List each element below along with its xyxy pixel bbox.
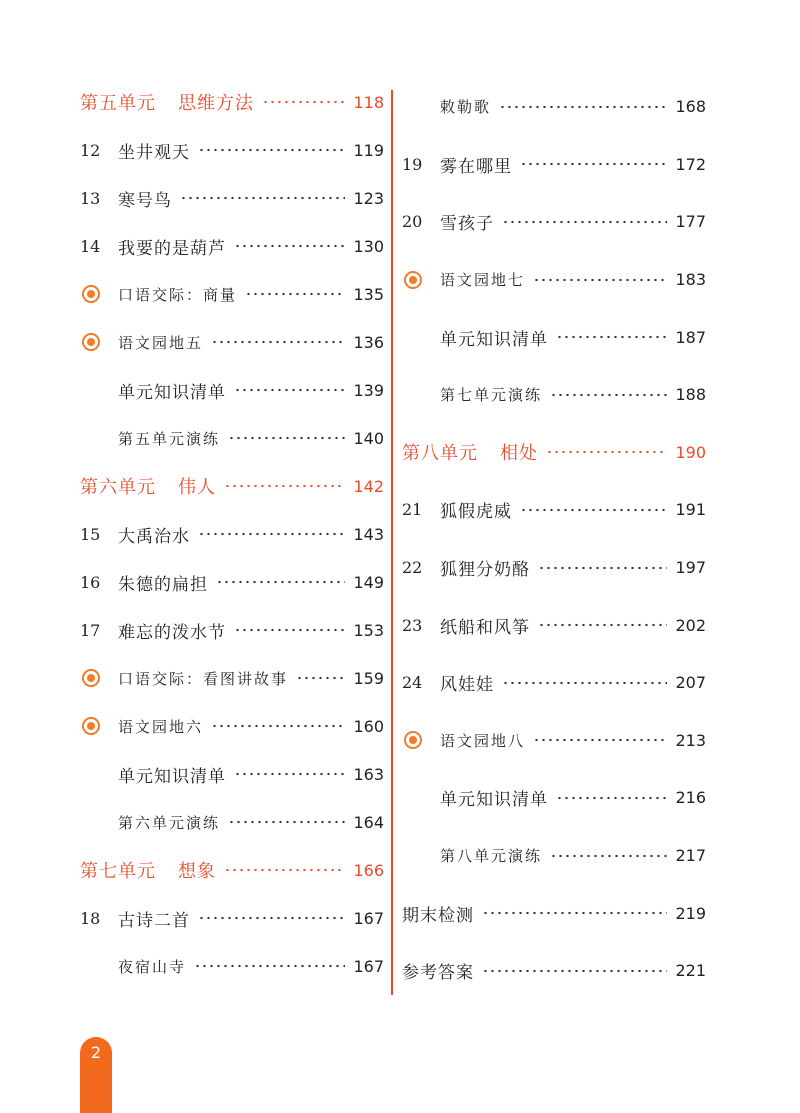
toc-entry[interactable] (80, 174, 384, 222)
toc-entry[interactable] (402, 827, 706, 885)
entry-page-number: 139 (353, 380, 384, 400)
entry-title: 第五单元演练 (118, 429, 221, 448)
entry-page-number: 188 (675, 385, 706, 405)
entry-title: 古诗二首 (118, 910, 190, 931)
toc-entry[interactable] (402, 193, 706, 251)
entry-title: 单元知识清单 (118, 382, 226, 403)
toc-entry[interactable] (80, 606, 384, 654)
bullseye-icon (402, 730, 440, 750)
toc-entry[interactable] (402, 481, 706, 539)
toc-entry[interactable] (80, 270, 384, 318)
entry-title: 第六单元 (80, 477, 156, 498)
bullseye-icon (80, 668, 118, 688)
entry-title: 参考答案 (402, 963, 474, 984)
lesson-number: 16 (80, 572, 101, 592)
bullseye-icon (402, 270, 440, 290)
toc-entry[interactable] (402, 596, 706, 654)
dot-leader (228, 820, 345, 824)
entry-title: 坐井观天 (118, 142, 190, 163)
toc-entry[interactable] (402, 769, 706, 827)
entry-title: 单元知识清单 (440, 790, 548, 811)
toc-entry[interactable] (80, 654, 384, 702)
entry-title: 单元知识清单 (440, 329, 548, 350)
entry-page-number: 130 (353, 236, 384, 256)
entry-title: 敕勒歌 (440, 98, 492, 117)
entry-page-number: 153 (353, 620, 384, 640)
entry-title: 我要的是葫芦 (118, 238, 226, 259)
toc-unit-heading[interactable] (80, 78, 384, 126)
toc-entry[interactable] (80, 510, 384, 558)
dot-leader (502, 681, 667, 685)
entry-page-number: 142 (353, 476, 384, 496)
entry-title: 语文园地七 (440, 271, 526, 290)
bullseye-ring (82, 333, 100, 351)
entry-title: 狐狸分奶酪 (440, 560, 530, 581)
lesson-number: 14 (80, 236, 101, 256)
dot-leader (550, 393, 667, 397)
entry-title: 第七单元演练 (440, 386, 543, 405)
entry-title: 雪孩子 (440, 214, 494, 235)
lesson-number: 13 (80, 188, 101, 208)
dot-leader (550, 854, 667, 858)
bullseye-ring (82, 285, 100, 303)
entry-page-number: 167 (353, 908, 384, 928)
toc-entry[interactable] (402, 712, 706, 770)
unit-theme: 相处 (500, 443, 538, 465)
toc-entry[interactable] (80, 750, 384, 798)
lesson-number: 21 (402, 500, 423, 520)
entry-page-number: 207 (675, 673, 706, 693)
toc-entry[interactable] (80, 318, 384, 366)
entry-title: 语文园地六 (118, 717, 204, 736)
dot-leader (556, 796, 667, 800)
entry-title: 朱德的扁担 (118, 574, 208, 595)
entry-title: 单元知识清单 (118, 766, 226, 787)
toc-left-column (80, 78, 384, 990)
entry-page-number: 221 (675, 961, 706, 981)
unit-theme: 想象 (178, 861, 216, 882)
dot-leader (499, 105, 667, 109)
toc-entry[interactable] (402, 884, 706, 942)
dot-leader (198, 532, 345, 536)
entry-title: 语文园地八 (440, 731, 526, 750)
page-number-badge: 2 (80, 1037, 112, 1113)
entry-title: 第五单元 (80, 93, 156, 114)
dot-leader (296, 676, 345, 680)
entry-page-number: 177 (675, 212, 706, 232)
entry-page-number: 187 (675, 327, 706, 347)
entry-title: 第八单元 (402, 443, 478, 465)
toc-entry[interactable] (402, 539, 706, 597)
column-divider (391, 90, 393, 995)
toc-entry[interactable] (80, 894, 384, 942)
toc-entry[interactable] (80, 222, 384, 270)
entry-title: 夜宿山寺 (118, 957, 187, 976)
bullseye-ring (404, 731, 422, 749)
dot-leader (234, 628, 345, 632)
toc-entry[interactable] (80, 126, 384, 174)
entry-title: 口语交际：看图讲故事 (118, 669, 289, 688)
lesson-number: 19 (402, 154, 423, 174)
dot-leader (234, 772, 345, 776)
dot-leader (198, 148, 345, 152)
dot-leader (556, 335, 667, 339)
entry-page-number: 118 (353, 92, 384, 112)
entry-page-number: 160 (353, 716, 384, 736)
entry-page-number: 167 (353, 956, 384, 976)
entry-title: 纸船和风筝 (440, 617, 530, 638)
dot-leader (538, 566, 667, 570)
entry-title: 口语交际：商量 (118, 285, 238, 304)
entry-page-number: 202 (675, 615, 706, 635)
dot-leader (224, 868, 345, 872)
entry-title: 语文园地五 (118, 333, 204, 352)
dot-leader (194, 964, 345, 968)
entry-title: 狐假虎威 (440, 502, 512, 523)
entry-page-number: 119 (353, 140, 384, 160)
dot-leader (224, 484, 345, 488)
dot-leader (533, 738, 667, 742)
unit-theme: 伟人 (178, 477, 216, 498)
toc-right-column (402, 78, 706, 1000)
entry-page-number: 217 (675, 846, 706, 866)
entry-title: 难忘的泼水节 (118, 622, 226, 643)
lesson-number: 22 (402, 558, 423, 578)
dot-leader (216, 580, 345, 584)
toc-entry[interactable] (402, 136, 706, 194)
dot-leader (546, 450, 667, 454)
entry-title: 大禹治水 (118, 526, 190, 547)
entry-title: 第八单元演练 (440, 847, 543, 866)
entry-page-number: 168 (675, 97, 706, 117)
dot-leader (211, 340, 345, 344)
lesson-number: 24 (402, 673, 423, 693)
bullseye-ring (82, 717, 100, 735)
entry-page-number: 163 (353, 764, 384, 784)
toc-entry[interactable] (80, 414, 384, 462)
toc-entry[interactable] (80, 558, 384, 606)
entry-title: 寒号鸟 (118, 190, 172, 211)
entry-page-number: 136 (353, 332, 384, 352)
dot-leader (482, 969, 667, 973)
entry-page-number: 159 (353, 668, 384, 688)
toc-entry[interactable] (402, 251, 706, 309)
entry-page-number: 149 (353, 572, 384, 592)
dot-leader (211, 724, 345, 728)
entry-page-number: 191 (675, 500, 706, 520)
dot-leader (482, 911, 667, 915)
toc-entry[interactable] (80, 798, 384, 846)
entry-page-number: 190 (675, 442, 706, 462)
dot-leader (520, 508, 667, 512)
toc-unit-heading[interactable] (402, 424, 706, 482)
entry-title: 第六单元演练 (118, 813, 221, 832)
entry-page-number: 123 (353, 188, 384, 208)
dot-leader (245, 292, 345, 296)
toc-entry[interactable] (402, 78, 706, 136)
entry-page-number: 135 (353, 284, 384, 304)
entry-title: 雾在哪里 (440, 156, 512, 177)
lesson-number: 12 (80, 140, 101, 160)
dot-leader (228, 436, 345, 440)
entry-title: 第七单元 (80, 861, 156, 882)
entry-page-number: 219 (675, 903, 706, 923)
toc-entry[interactable] (80, 942, 384, 990)
entry-title: 期末检测 (402, 905, 474, 926)
toc-unit-heading[interactable] (80, 462, 384, 510)
entry-page-number: 164 (353, 812, 384, 832)
entry-page-number: 140 (353, 428, 384, 448)
dot-leader (234, 244, 345, 248)
dot-leader (538, 623, 667, 627)
dot-leader (520, 162, 667, 166)
entry-page-number: 213 (675, 730, 706, 750)
bullseye-ring (404, 271, 422, 289)
dot-leader (234, 388, 345, 392)
lesson-number: 23 (402, 615, 423, 635)
dot-leader (262, 100, 345, 104)
entry-title: 风娃娃 (440, 675, 494, 696)
entry-page-number: 197 (675, 558, 706, 578)
toc-entry[interactable] (402, 308, 706, 366)
entry-page-number: 166 (353, 860, 384, 880)
lesson-number: 15 (80, 524, 101, 544)
bullseye-icon (80, 284, 118, 304)
dot-leader (533, 278, 667, 282)
bullseye-ring (82, 669, 100, 687)
toc-unit-heading[interactable] (80, 846, 384, 894)
lesson-number: 18 (80, 908, 101, 928)
toc-entry[interactable] (80, 366, 384, 414)
unit-theme: 思维方法 (178, 93, 254, 114)
dot-leader (502, 220, 667, 224)
entry-page-number: 143 (353, 524, 384, 544)
dot-leader (180, 196, 345, 200)
dot-leader (198, 916, 345, 920)
entry-page-number: 183 (675, 270, 706, 290)
toc-entry[interactable] (402, 654, 706, 712)
entry-page-number: 172 (675, 154, 706, 174)
lesson-number: 17 (80, 620, 101, 640)
bullseye-icon (80, 332, 118, 352)
bullseye-icon (80, 716, 118, 736)
lesson-number: 20 (402, 212, 423, 232)
toc-entry[interactable] (80, 702, 384, 750)
toc-entry[interactable] (402, 942, 706, 1000)
toc-entry[interactable] (402, 366, 706, 424)
entry-page-number: 216 (675, 788, 706, 808)
